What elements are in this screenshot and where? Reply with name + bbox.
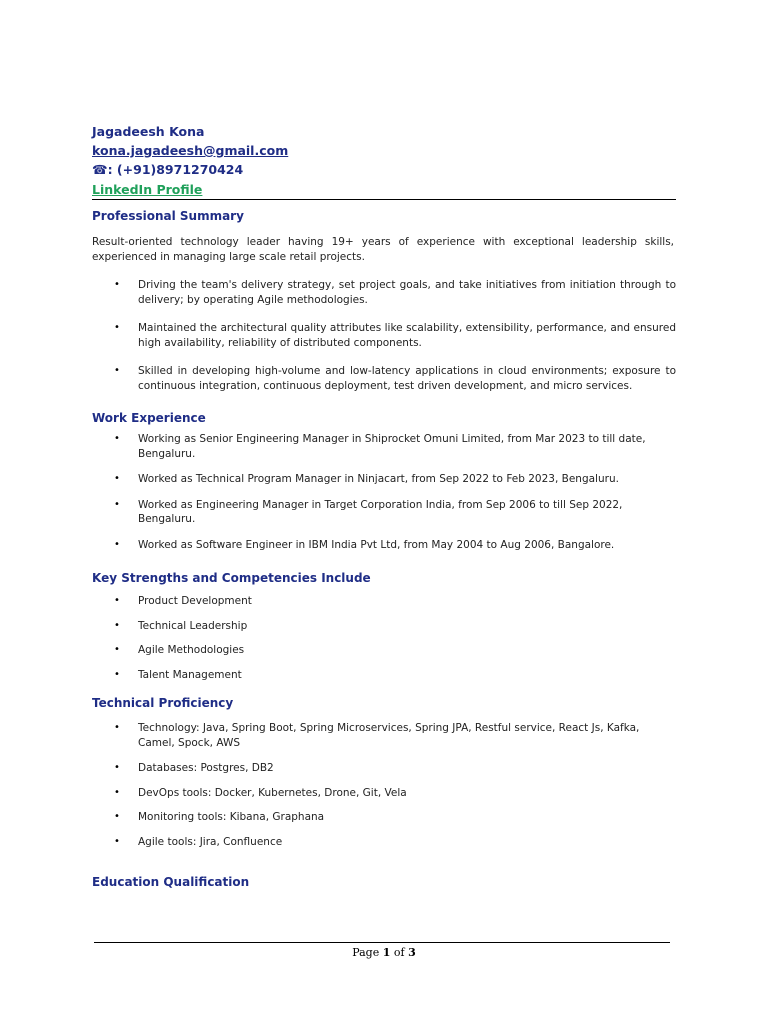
list-item: • Worked as Software Engineer in IBM India Pvt Ltd, from May 2004 to Aug 2006, Bangalore. [114, 538, 615, 551]
list-item: • Product Development [114, 595, 252, 607]
bullet-icon: • [114, 433, 120, 444]
bullet-icon: • [114, 473, 120, 484]
summary-list [92, 278, 676, 393]
contact-header [92, 123, 676, 198]
list-item: • Monitoring tools: Kibana, Graphana [114, 811, 325, 823]
phone-line [92, 161, 676, 180]
bullet-icon: • [114, 835, 120, 847]
header-divider [92, 199, 676, 200]
section-title-experience: Work Experience [92, 411, 206, 425]
candidate-name: Jagadeesh Kona [92, 124, 205, 139]
list-item: • Technical Leadership [114, 619, 248, 632]
list-item: • Technology: Java, Spring Boot, Spring Microservices, Spring JPA, Restful service, React Js, Kafka, Camel, Spock, AWS [114, 722, 640, 749]
bullet-icon: • [114, 619, 120, 631]
bullet-icon: • [114, 668, 120, 680]
footer-divider [94, 942, 670, 943]
bullet-icon: • [114, 786, 120, 798]
bullet-icon: • [114, 811, 120, 822]
section-title-strengths: Key Strengths and Competencies Include [92, 571, 371, 585]
bullet-icon: • [114, 595, 120, 606]
bullet-icon: • [114, 644, 120, 655]
summary-paragraph: Result-oriented technology leader having 19+ years of experience with exceptional leadership skills, experienced in managing large scale retail projects. [92, 236, 674, 263]
list-item: • Worked as Technical Program Manager in Ninjacart, from Sep 2022 to Feb 2023, Bengaluru. [114, 473, 619, 485]
page-number: Page 1 of 3 [352, 946, 416, 959]
linkedin-link[interactable]: LinkedIn Profile [92, 182, 203, 197]
bullet-icon: • [114, 322, 120, 333]
bullet-icon: • [114, 762, 120, 773]
section-title-technical: Technical Proficiency [92, 696, 234, 710]
bullet-icon: • [114, 538, 120, 550]
list-item: • Worked as Engineering Manager in Target Corporation India, from Sep 2006 to till Sep 2022, Bengaluru. [114, 498, 623, 525]
bullet-icon: • [114, 279, 120, 290]
bullet-icon: • [114, 498, 120, 510]
list-item: • Databases: Postgres, DB2 [114, 762, 274, 774]
bullet-icon: • [114, 722, 120, 733]
strengths-list [92, 594, 676, 682]
list-item: • Maintained the architectural quality attributes like scalability, extensibility, performance, and ensured high availability, reliability of distributed components. [114, 322, 676, 349]
technical-list [92, 721, 676, 849]
list-item: • Working as Senior Engineering Manager in Shiprocket Omuni Limited, from Mar 2023 to till date, Bengaluru. [114, 433, 646, 460]
list-item: • Talent Management [114, 668, 242, 681]
section-title-education: Education Qualification [92, 875, 250, 889]
list-item: • DevOps tools: Docker, Kubernetes, Drone, Git, Vela [114, 786, 407, 799]
email-link[interactable]: kona.jagadeesh@gmail.com [92, 143, 289, 158]
experience-list [92, 432, 676, 552]
phone-number: : (+91)8971270424 [107, 162, 244, 177]
list-item: • Driving the team's delivery strategy, set project goals, and take initiatives from initiation through to delivery; by operating Agile methodologies. [114, 279, 676, 306]
phone-icon: ☎ [92, 162, 108, 177]
bullet-icon: • [114, 365, 120, 376]
list-item: • Agile Methodologies [114, 644, 245, 656]
list-item: • Agile tools: Jira, Confluence [114, 835, 283, 848]
section-title-summary: Professional Summary [92, 209, 244, 223]
list-item: • Skilled in developing high-volume and low-latency applications in cloud environments; exposure to continuous integration, continuous deployment, test driven development, and micro services. [114, 365, 676, 392]
